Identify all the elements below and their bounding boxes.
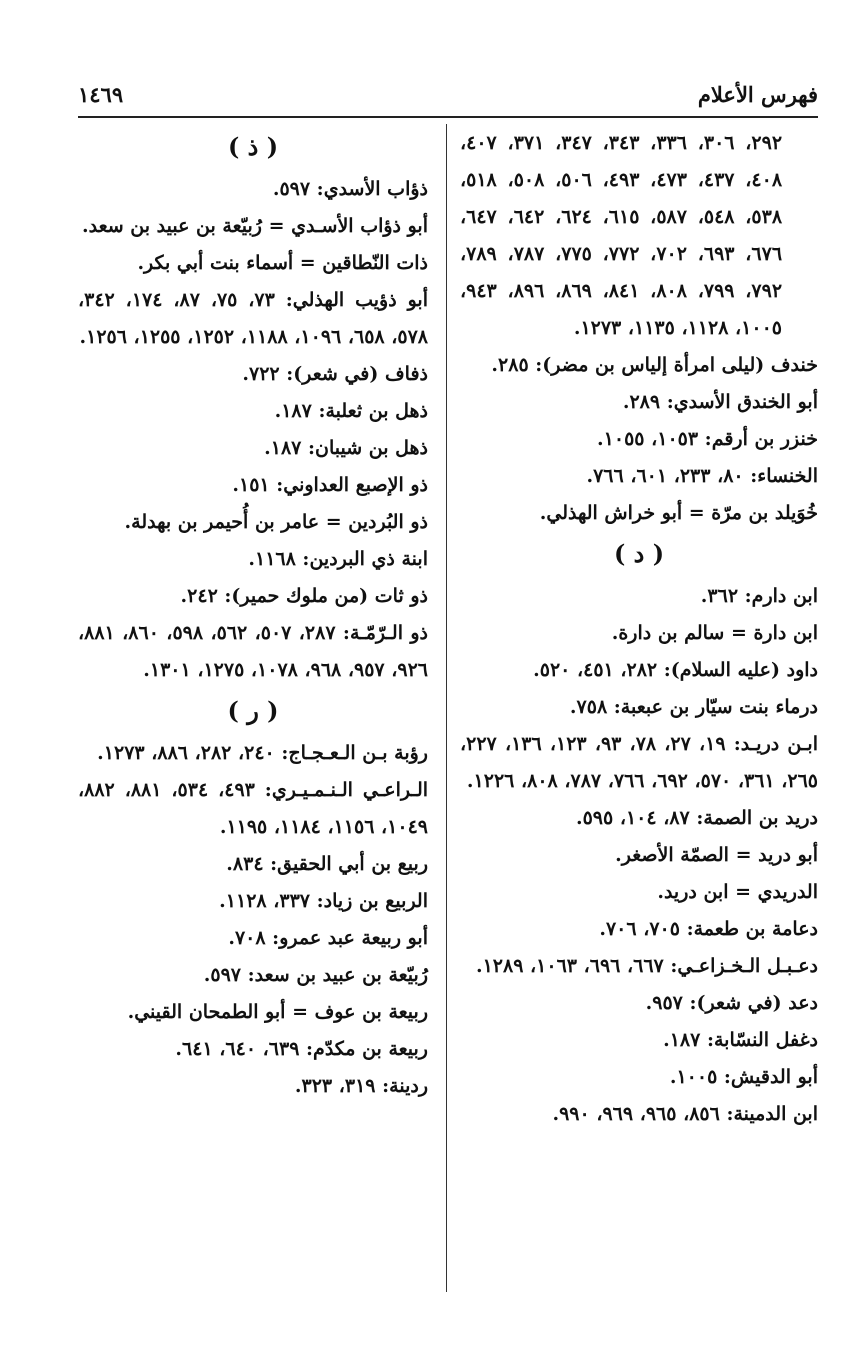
index-entry: ربيعة بن مكدّم: ٦٣٩، ٦٤٠، ٦٤١.: [175, 1038, 428, 1060]
index-entry: ذهل بن شيبان: ١٨٧.: [264, 437, 428, 459]
index-entry: ربيعة بن عوف = أبو الطمحان القيني.: [127, 1001, 428, 1023]
index-entry: الربيع بن زياد: ٣٣٧، ١١٢٨.: [219, 890, 428, 912]
page-header: [78, 80, 818, 116]
index-entry: الخنساء: ٨٠، ٢٣٣، ٦٠١، ٧٦٦.: [586, 465, 818, 487]
index-entry: ربيع بن أبي الحقيق: ٨٣٤.: [226, 853, 428, 875]
index-entry: رؤبة بـن الـعـجـاج: ٢٤٠، ٢٨٢، ٨٨٦، ١٢٧٣.: [97, 742, 428, 764]
page-number: ١٤٦٩: [78, 82, 124, 107]
index-entry: ابن دارة = سالم بن دارة.: [611, 622, 818, 644]
index-entry: درماء بنت سيّار بن عبعبة: ٧٥٨.: [569, 696, 818, 718]
index-entry: أبو ذؤيب الهذلي: ٧٣، ٧٥، ٨٧، ١٧٤، ٣٤٢، ٥٧٨، ٦٥٨، ١٠٩٦، ١١٨٨، ١٢٥٢، ١٢٥٥، ١٢٥٦.: [78, 289, 428, 348]
index-entry: دريد بن الصمة: ٨٧، ١٠٤، ٥٩٥.: [575, 807, 818, 829]
index-entry: ذو الـرّمّـة: ٢٨٧، ٥٠٧، ٥٦٢، ٥٩٨، ٨٦٠، ٨٨١، ٩٢٦، ٩٥٧، ٩٦٨، ١٠٧٨، ١٢٧٥، ١٣٠١.: [78, 622, 429, 681]
index-entry: ابن الدمينة: ٨٥٦، ٩٦٥، ٩٦٩، ٩٩٠.: [552, 1103, 818, 1125]
index-entry: دعامة بن طعمة: ٧٠٥، ٧٠٦.: [599, 918, 818, 940]
index-entry: أبو ربيعة عبد عمرو: ٧٠٨.: [228, 927, 428, 949]
index-entry: خندف (ليلى امرأة إلياس بن مضر): ٢٨٥.: [491, 354, 818, 376]
index-entry: أبو دريد = الصمّة الأصغر.: [615, 844, 818, 866]
index-entry: دعد (في شعر): ٩٥٧.: [645, 992, 818, 1014]
index-entry: ذات النّطاقين = أسماء بنت أبي بكر.: [137, 252, 428, 274]
index-entry: أبو الدقيش: ١٠٠٥.: [669, 1066, 818, 1088]
index-entry-continuation: ٢٩٢، ٣٠٦، ٣٣٦، ٣٤٣، ٣٤٧، ٣٧١، ٤٠٧، ٤٠٨، ٤٣٧، ٤٧٣، ٤٩٣، ٥٠٦، ٥٠٨، ٥١٨، ٥٣٨، ٥٤٨، ٥٨٧، ٦١٥، ٦٢٤، ٦٤٢، ٦٤٧، ٦٧٦، ٦٩٣، ٧٠٢، ٧٧٢، ٧٧٥، ٧٨٧، ٧٨٩، ٧٩٢، ٧٩٩، ٨٠٨، ٨٤١، ٨٦٩، ٨٩٦، ٩٤٣، ١٠٠٥، ١١٢٨، ١١٣٥، ١٢٧٣.: [460, 132, 783, 339]
running-title: فهرس الأعلام: [697, 82, 818, 107]
index-entry: ابـن دريـد: ١٩، ٢٧، ٧٨، ٩٣، ١٢٣، ١٣٦، ٢٢٧، ٢٦٥، ٣٦١، ٥٧٠، ٦٩٢، ٧٦٦، ٧٨٧، ٨٠٨، ١٢٢٦.: [460, 733, 819, 792]
index-entry: ذفاف (في شعر): ٧٢٢.: [242, 363, 428, 385]
section-letter-heading: ( ر ): [227, 696, 279, 725]
index-entry: خُوَيلد بن مرّة = أبو خراش الهذلي.: [539, 502, 818, 524]
index-entry: أبو الخندق الأسدي: ٢٨٩.: [622, 391, 818, 413]
index-entry: ذهل بن ثعلبة: ١٨٧.: [274, 400, 428, 422]
section-letter-heading: ( د ): [613, 539, 665, 568]
index-entry: ابنة ذي البردين: ١١٦٨.: [248, 548, 428, 570]
index-entry: دعـبـل الـخـزاعـي: ٦٦٧، ٦٩٦، ١٠٦٣، ١٢٨٩.: [475, 955, 818, 977]
index-entry: دغفل النسّابة: ١٨٧.: [663, 1029, 818, 1051]
index-entry: ذو البُردين = عامر بن أُحيمر بن بهدلة.: [124, 511, 428, 533]
index-entry: أبو ذؤاب الأسـدي = رُبيّعة بن عبيد بن سعد.: [82, 215, 428, 237]
index-entry: الدريدي = ابن دريد.: [657, 881, 818, 903]
index-entry: ذو ثات (من ملوك حمير): ٢٤٢.: [180, 585, 428, 607]
index-entry: ذؤاب الأسدي: ٥٩٧.: [272, 178, 428, 200]
header-rule: [78, 116, 818, 118]
index-entry: رُبيّعة بن عبيد بن سعد: ٥٩٧.: [203, 964, 428, 986]
index-entry: ذو الإصبع العداوني: ١٥١.: [232, 474, 428, 496]
index-column-right: [460, 125, 818, 1133]
index-entry: ابن دارم: ٣٦٢.: [700, 585, 818, 607]
column-divider: [446, 124, 447, 1292]
index-entry: الـراعـي الـنـمـيـري: ٤٩٣، ٥٣٤، ٨٨١، ٨٨٢، ١٠٤٩، ١١٥٦، ١١٨٤، ١١٩٥.: [78, 779, 429, 838]
index-entry: داود (عليه السلام): ٢٨٢، ٤٥١، ٥٢٠.: [533, 659, 818, 681]
index-entry: خنزر بن أرقم: ١٠٥٣، ١٠٥٥.: [597, 428, 818, 450]
index-column-left: [78, 125, 428, 1105]
section-letter-heading: ( ذ ): [227, 132, 279, 161]
index-entry: ردينة: ٣١٩، ٣٢٣.: [294, 1075, 428, 1097]
